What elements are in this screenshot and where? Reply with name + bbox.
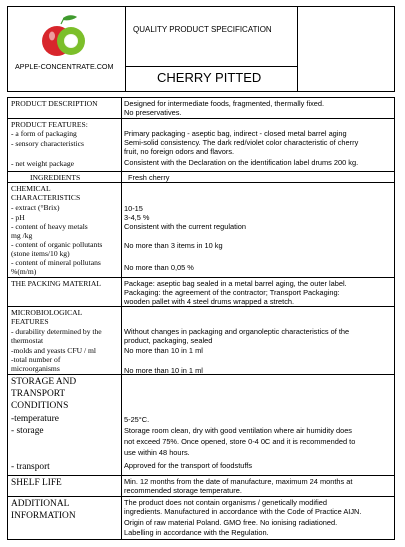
sub-storage-1: -temperature bbox=[11, 414, 59, 424]
value-description-1: Designed for intermediate foods, fragmented, thermally fixed. bbox=[124, 99, 325, 108]
sub-features-3: - net weight package bbox=[11, 159, 75, 168]
label-packing: THE PACKING MATERIAL bbox=[11, 279, 102, 288]
value-chemical-5: No more than 0,05 % bbox=[124, 263, 194, 272]
row-line bbox=[7, 118, 395, 119]
value-chemical-2: 3-4,5 % bbox=[124, 213, 150, 222]
value-shelf-2: recommended storage temperature. bbox=[124, 486, 242, 495]
row-line bbox=[7, 171, 395, 172]
value-micro-4: No more than 10 in 1 ml bbox=[124, 366, 203, 375]
value-additional-3: Origin of raw material Poland. GMO free. No ionising radiationed. bbox=[124, 518, 338, 527]
value-chemical-3: Consistent with the current regulation bbox=[124, 222, 247, 231]
label-storage-3: CONDITIONS bbox=[11, 401, 69, 411]
label-features: PRODUCT FEATURES: bbox=[11, 120, 88, 129]
value-storage-3: not exceed 75%. Once opened, store 0-4 0C and it is recommended to bbox=[124, 437, 356, 446]
label-additional-1: ADDITIONAL bbox=[11, 499, 70, 509]
header-divider-right bbox=[297, 6, 298, 92]
sub-chemical-4: mg /kg bbox=[11, 231, 33, 240]
value-chemical-1: 10-15 bbox=[124, 204, 143, 213]
label-micro-2: FEATURES bbox=[11, 317, 49, 326]
value-features-4: Consistent with the Declaration on the identification label drums 200 kg. bbox=[124, 158, 359, 167]
label-description: PRODUCT DESCRIPTION bbox=[11, 99, 98, 108]
value-features-2: Semi-solid consistency. The dark red/violet color characteristic of cherry bbox=[124, 138, 359, 147]
value-additional-1: The product does not contain organisms / genetically modified bbox=[124, 498, 327, 507]
sub-chemical-8: %(m/m) bbox=[11, 267, 37, 276]
value-micro-3: No more than 10 in 1 ml bbox=[124, 346, 203, 355]
product-name: CHERRY PITTED bbox=[157, 70, 262, 85]
value-features-1: Primary packaging - aseptic bag, indirect - closed metal barrel aging bbox=[124, 129, 347, 138]
value-packing-1: Package: aseptic bag sealed in a metal barrel aging, the outer label. bbox=[124, 279, 347, 288]
row-line bbox=[7, 496, 395, 497]
sub-micro-1: - durability determined by the bbox=[11, 327, 102, 336]
column-divider bbox=[121, 97, 122, 540]
value-micro-2: product, packaging, sealed bbox=[124, 336, 213, 345]
value-storage-4: use within 48 hours. bbox=[124, 448, 190, 457]
value-additional-2: ingredients. Manufactured in accordance with the Code of Practice AIJN. bbox=[124, 507, 362, 516]
sub-micro-4: -total number of bbox=[11, 355, 61, 364]
sub-chemical-3: - content of heavy metals bbox=[11, 222, 88, 231]
header-divider-left bbox=[125, 6, 126, 92]
label-ingredients: INGREDIENTS bbox=[30, 173, 81, 182]
value-storage-1: 5-25°C. bbox=[124, 415, 150, 424]
sub-chemical-7: - content of mineral pollutans bbox=[11, 258, 101, 267]
label-additional-2: INFORMATION bbox=[11, 511, 76, 521]
apple-logo-icon bbox=[40, 14, 90, 58]
label-micro-1: MICROBIOLOGICAL bbox=[11, 308, 83, 317]
value-features-3: fruit, no foreign odors and flavors. bbox=[124, 147, 235, 156]
label-storage-1: STORAGE AND bbox=[11, 377, 77, 387]
sub-chemical-2: - pH bbox=[11, 213, 25, 222]
value-chemical-4: No more than 3 items in 10 kg bbox=[124, 241, 223, 250]
doc-title: QUALITY PRODUCT SPECIFICATION bbox=[133, 25, 272, 34]
sub-chemical-6: (stone items/10 kg) bbox=[11, 249, 70, 258]
row-line bbox=[7, 475, 395, 476]
value-ingredients: Fresh cherry bbox=[128, 173, 170, 182]
label-chemical-1: CHEMICAL bbox=[11, 184, 51, 193]
sub-chemical-1: - extract (°Brix) bbox=[11, 203, 60, 212]
sub-features-2: - sensory characteristics bbox=[11, 139, 84, 148]
sub-storage-2: - storage bbox=[11, 426, 44, 436]
label-storage-2: TRANSPORT bbox=[11, 389, 66, 399]
value-description-2: No preservatives. bbox=[124, 108, 182, 117]
value-shelf-1: Min. 12 months from the date of manufacture, maximum 24 months at bbox=[124, 477, 353, 486]
value-storage-2: Storage room clean, dry with good ventilation where air humidity does bbox=[124, 426, 352, 435]
company-name: APPLE-CONCENTRATE.COM bbox=[15, 62, 114, 71]
header-divider-h bbox=[125, 66, 297, 67]
value-packing-3: wooden pallet with 4 steel drums wrapped a stretch. bbox=[124, 297, 295, 306]
value-micro-1: Without changes in packaging and organoleptic characteristics of the bbox=[124, 327, 350, 336]
sub-micro-2: thermostat bbox=[11, 336, 44, 345]
sub-features-1: - a form of packaging bbox=[11, 129, 77, 138]
sub-chemical-5: - content of organic pollutants bbox=[11, 240, 103, 249]
value-storage-5: Approved for the transport of foodstuffs bbox=[124, 461, 253, 470]
label-chemical-2: CHARACTERISTICS bbox=[11, 193, 81, 202]
sub-micro-3: -molds and yeasts CFU / ml bbox=[11, 346, 97, 355]
label-shelf: SHELF LIFE bbox=[11, 478, 62, 488]
value-additional-4: Labelling in accordance with the Regulation. bbox=[124, 528, 269, 537]
sub-micro-5: microorganisms bbox=[11, 364, 60, 373]
value-packing-2: Packaging: the agreement of the contractor; Transport Packaging: bbox=[124, 288, 340, 297]
sub-storage-3: - transport bbox=[11, 462, 50, 472]
row-line bbox=[7, 277, 395, 278]
